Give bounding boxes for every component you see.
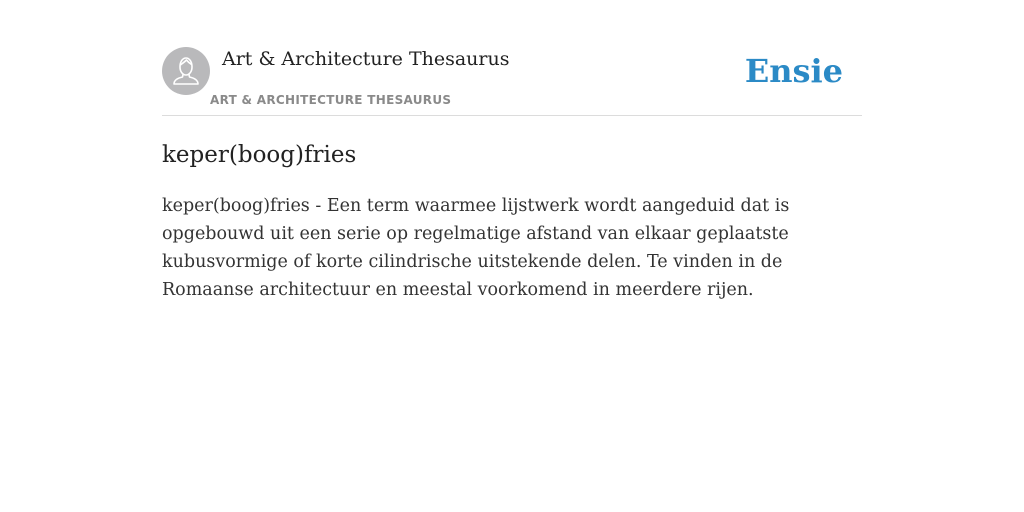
header	[162, 47, 862, 116]
author-name[interactable]: Art & Architecture Thesaurus	[222, 48, 510, 70]
definition-text: keper(boog)fries - Een term waarmee lijstwerk wordt aangeduid dat is opgebouwd uit een serie op regelmatige afstand van elkaar geplaatste kubusvormige of korte cilindrische uitstekende delen. Te vinden in de Romaanse architectuur en meestal voorkomend in meerdere rijen.	[162, 196, 790, 300]
page-title: keper(boog)fries	[162, 142, 357, 168]
brand-logo[interactable]: Ensie	[744, 52, 843, 90]
avatar[interactable]	[162, 47, 210, 95]
author-subtitle: ART & ARCHITECTURE THESAURUS	[210, 93, 452, 107]
page	[162, 0, 862, 304]
user-silhouette-icon	[162, 47, 210, 95]
